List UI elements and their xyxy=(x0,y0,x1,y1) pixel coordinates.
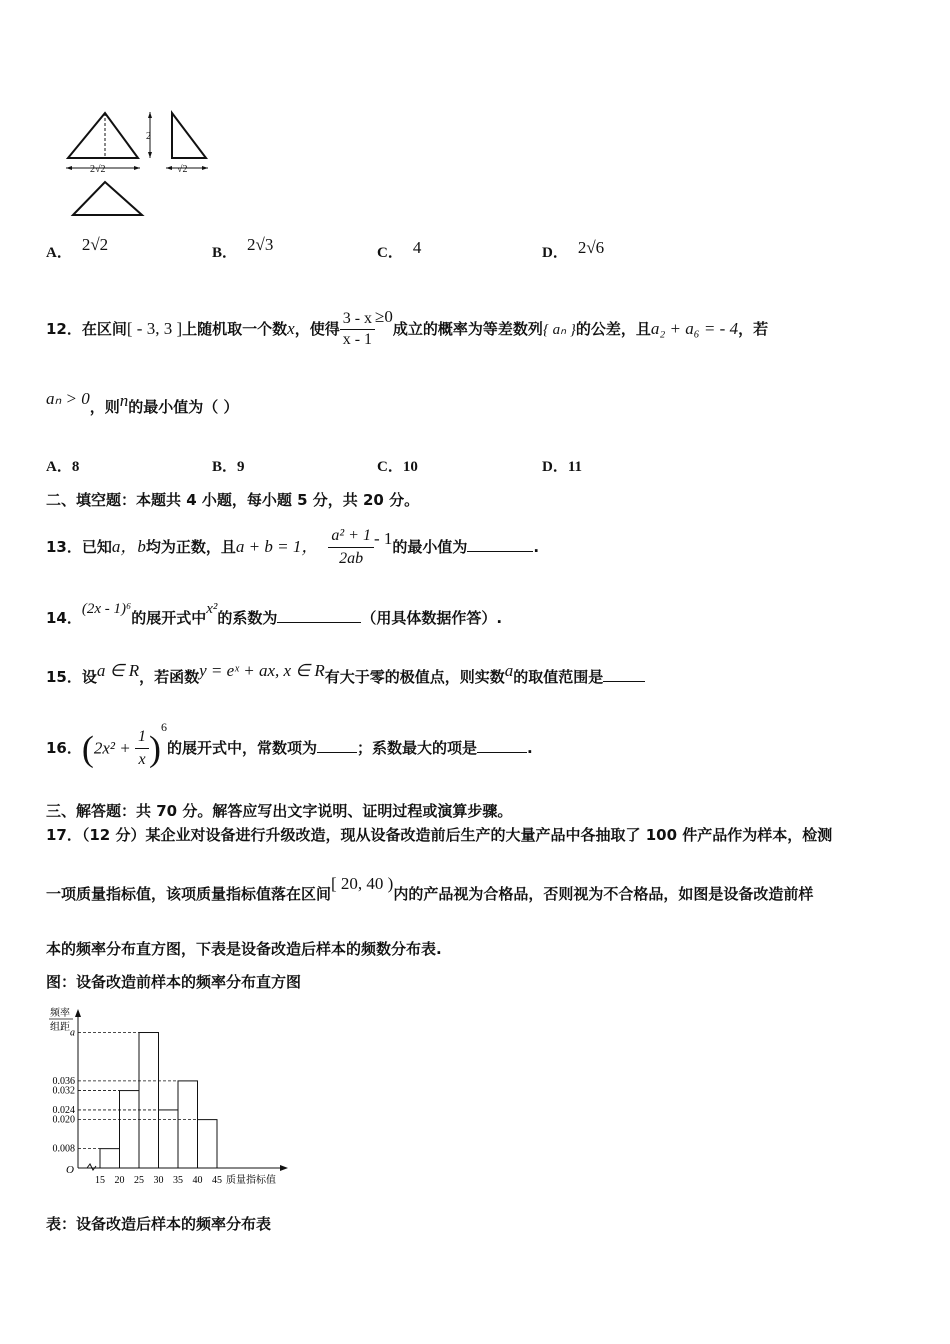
y-label-top: 频率 xyxy=(50,1008,70,1019)
q12-option-c[interactable]: C．10 xyxy=(377,459,418,475)
histogram-bar-20-25 xyxy=(120,1091,140,1168)
three-view-figure xyxy=(60,108,220,220)
top-view-triangle xyxy=(73,182,142,215)
q17-line1: 17．（12 分）某企业对设备进行升级改造，现从设备改造前后生产的大量产品中各抽取了 100 件产品作为样本，检测 xyxy=(46,826,833,844)
frequency-histogram xyxy=(40,1003,300,1193)
figure-caption: 图：设备改造前样本的频率分布直方图 xyxy=(46,973,302,991)
table-caption: 表：设备改造后样本的频率分布表 xyxy=(46,1215,272,1233)
q13-fraction: $\frac{\text{a² + 1}}{2ab}$ xyxy=(328,525,374,570)
x-tick-30: 30 xyxy=(153,1175,164,1186)
histogram-bar-30-35 xyxy=(159,1110,179,1168)
q12-fraction: $\frac{3 - x}{x - 1}$ xyxy=(340,309,375,350)
histogram-bar-25-30 xyxy=(139,1033,159,1168)
q12-option-a[interactable]: A．8 xyxy=(46,459,80,475)
y-tick-0.008: 0.008 xyxy=(52,1143,75,1155)
x-tick-35: 35 xyxy=(173,1175,183,1186)
x-tick-15: 15 xyxy=(95,1175,105,1186)
y-tick-a: a xyxy=(70,1027,75,1039)
q11-option-c[interactable]: C． 4 xyxy=(377,238,422,261)
height-label: 2 xyxy=(146,131,151,142)
y-label-bottom: 组距 xyxy=(50,1022,70,1033)
q17-line2: 一项质量指标值，该项质量指标值落在区间[ 20, 40 )内的产品视为合格品，否则视为不合格品，如图是设备改造前样 xyxy=(46,874,814,903)
y-tick-0.024: 0.024 xyxy=(52,1104,75,1116)
histogram-bar-15-20 xyxy=(100,1149,120,1168)
axis-break xyxy=(87,1164,96,1170)
q16-answer-blank-1[interactable] xyxy=(317,752,357,753)
y-tick-0.036: 0.036 xyxy=(52,1075,75,1087)
q13-stem: 13．已知a，b均为正数，且a + b = 1， $\frac{\text{a² + 1}}{2ab}$ - 1的最小值为 . xyxy=(46,514,539,580)
q16-stem: 16．(2x² + $\frac{1}{x}$ )$^6$的展开式中，常数项为 ；系数最大的项是 . xyxy=(46,714,533,783)
q15-answer-blank[interactable] xyxy=(603,681,645,682)
q16-answer-blank-2[interactable] xyxy=(477,752,527,753)
side-view-triangle xyxy=(172,113,206,158)
x-tick-45: 45 xyxy=(212,1175,222,1186)
q12-option-d[interactable]: D．11 xyxy=(542,459,583,475)
q11-option-a[interactable]: A． 2√2 xyxy=(46,235,109,261)
q14-stem: 14．(2x - 1)⁶的展开式中x²的系数为 （用具体数据作答）. xyxy=(46,601,503,627)
x-axis-label: 质量指标值 xyxy=(226,1175,276,1186)
q11-option-b[interactable]: B． 2√3 xyxy=(212,235,274,261)
side-base-label: √2 xyxy=(177,164,188,175)
x-axis-arrow xyxy=(280,1165,288,1171)
section-2-heading: 二、填空题：本题共 4 小题，每小题 5 分，共 20 分。 xyxy=(46,491,420,509)
y-tick-0.032: 0.032 xyxy=(52,1085,75,1097)
q14-answer-blank[interactable] xyxy=(277,622,361,623)
q15-stem: 15．设a ∈ R，若函数y = eˣ + ax, x ∈ R有大于零的极值点，则实数a的取值范围是 xyxy=(46,656,645,698)
q16-fraction: $\frac{1}{x}$ xyxy=(135,726,149,771)
y-tick-0.020: 0.020 xyxy=(52,1114,75,1126)
q12-option-b[interactable]: B．9 xyxy=(212,459,245,475)
x-tick-20: 20 xyxy=(114,1175,125,1186)
q11-option-d[interactable]: D． 2√6 xyxy=(542,238,605,261)
base-label: 2√2 xyxy=(90,164,106,175)
histogram-bar-40-45 xyxy=(198,1120,218,1168)
x-tick-40: 40 xyxy=(192,1175,203,1186)
histogram-bar-35-40 xyxy=(178,1081,198,1168)
q13-answer-blank[interactable] xyxy=(467,551,533,552)
y-axis-arrow xyxy=(75,1009,81,1017)
x-tick-25: 25 xyxy=(134,1175,144,1186)
origin-label: O xyxy=(66,1164,74,1176)
q17-line3: 本的频率分布直方图，下表是设备改造后样本的频数分布表. xyxy=(46,940,442,958)
q12-stem-line1: 12．在区间[ - 3, 3 ]上随机取一个数x，使得 $\frac{3 - x}{x - 1}$ ≥0成立的概率为等差数列{ aₙ }的公差，且a₂ + a₆ = - 4，若 xyxy=(46,307,769,348)
q12-stem-line2: aₙ > 0，则n的最小值为（ ） xyxy=(46,389,239,416)
section-3-heading: 三、解答题：共 70 分。解答应写出文字说明、证明过程或演算步骤。 xyxy=(46,802,513,820)
front-view-triangle xyxy=(68,113,138,158)
